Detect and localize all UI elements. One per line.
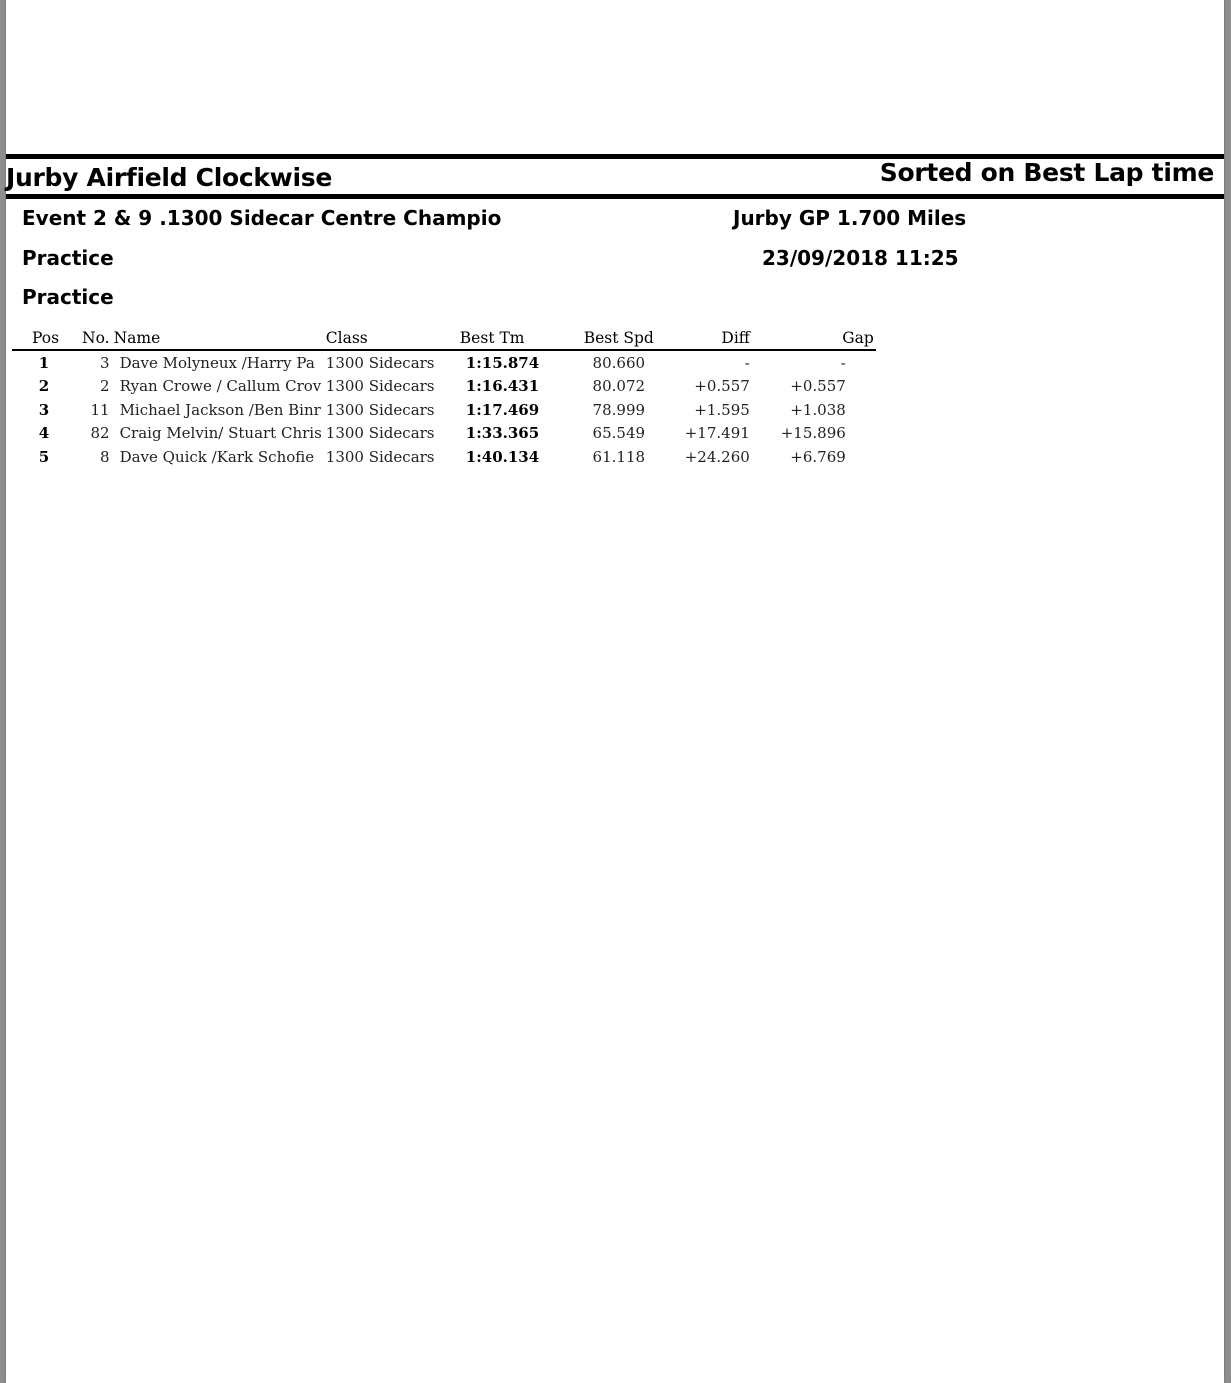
header-bottom-rule <box>6 194 1224 199</box>
cell-no: 11 <box>90 400 110 419</box>
cell-pos: 4 <box>38 424 50 443</box>
col-best-tm-header: Best Tm <box>456 328 574 350</box>
col-no-header: No. <box>76 328 110 350</box>
table-header-row <box>12 328 876 350</box>
col-pos-header: Pos <box>12 328 76 350</box>
col-class-header: Class <box>322 328 456 350</box>
cell-best-tm: 1:17.469 <box>465 400 540 419</box>
track-info: Jurby GP 1.700 Miles <box>733 206 967 230</box>
sort-label: Sorted on Best Lap time <box>879 158 1214 187</box>
cell-diff: +1.595 <box>694 400 750 419</box>
cell-gap: +15.896 <box>780 424 846 443</box>
cell-name: Dave Quick /Kark Schofie <box>119 447 315 466</box>
table-row <box>12 398 876 422</box>
session-label: Practice <box>22 246 114 270</box>
results-page <box>6 0 1224 1383</box>
event-title: Event 2 & 9 .1300 Sidecar Centre Champio <box>22 206 502 230</box>
cell-no: 8 <box>100 447 110 466</box>
cell-best-spd: 80.660 <box>592 353 646 372</box>
cell-class: 1300 Sidecars <box>325 447 435 466</box>
cell-name: Dave Molyneux /Harry Pa <box>119 353 315 372</box>
session-sublabel: Practice <box>22 285 114 309</box>
table-row <box>12 422 876 446</box>
col-best-spd-header: Best Spd <box>574 328 664 350</box>
venue-title: Jurby Airfield Clockwise <box>6 163 332 192</box>
cell-no: 2 <box>100 377 110 396</box>
cell-class: 1300 Sidecars <box>325 377 435 396</box>
cell-pos: 1 <box>38 353 50 372</box>
table-row <box>12 445 876 469</box>
cell-class: 1300 Sidecars <box>325 424 435 443</box>
col-name-header: Name <box>110 328 322 350</box>
cell-best-tm: 1:15.874 <box>465 353 540 372</box>
cell-class: 1300 Sidecars <box>325 400 435 419</box>
cell-best-tm: 1:16.431 <box>465 377 540 396</box>
cell-name: Ryan Crowe / Callum Crov <box>119 377 322 396</box>
cell-name: Michael Jackson /Ben Binr <box>119 400 321 419</box>
cell-class: 1300 Sidecars <box>325 353 435 372</box>
cell-pos: 5 <box>38 447 50 466</box>
table-row <box>12 375 876 399</box>
cell-pos: 3 <box>38 400 50 419</box>
results-table <box>12 328 876 469</box>
col-diff-header: Diff <box>664 328 760 350</box>
table-row <box>12 350 876 375</box>
session-datetime: 23/09/2018 11:25 <box>762 246 959 270</box>
cell-best-spd: 78.999 <box>592 400 646 419</box>
cell-diff: +24.260 <box>684 447 750 466</box>
cell-no: 82 <box>90 424 110 443</box>
cell-best-spd: 80.072 <box>592 377 646 396</box>
cell-gap: +1.038 <box>790 400 846 419</box>
cell-gap: +0.557 <box>790 377 846 396</box>
col-gap-header: Gap <box>760 328 876 350</box>
cell-best-spd: 65.549 <box>592 424 646 443</box>
cell-diff: +0.557 <box>694 377 750 396</box>
cell-diff: +17.491 <box>684 424 750 443</box>
cell-gap: +6.769 <box>790 447 846 466</box>
cell-best-spd: 61.118 <box>592 447 646 466</box>
cell-no: 3 <box>100 353 110 372</box>
cell-gap: - <box>840 353 846 372</box>
cell-best-tm: 1:33.365 <box>465 424 540 443</box>
cell-name: Craig Melvin/ Stuart Chris <box>119 424 322 443</box>
cell-best-tm: 1:40.134 <box>465 447 540 466</box>
cell-diff: - <box>744 353 750 372</box>
cell-pos: 2 <box>38 377 50 396</box>
